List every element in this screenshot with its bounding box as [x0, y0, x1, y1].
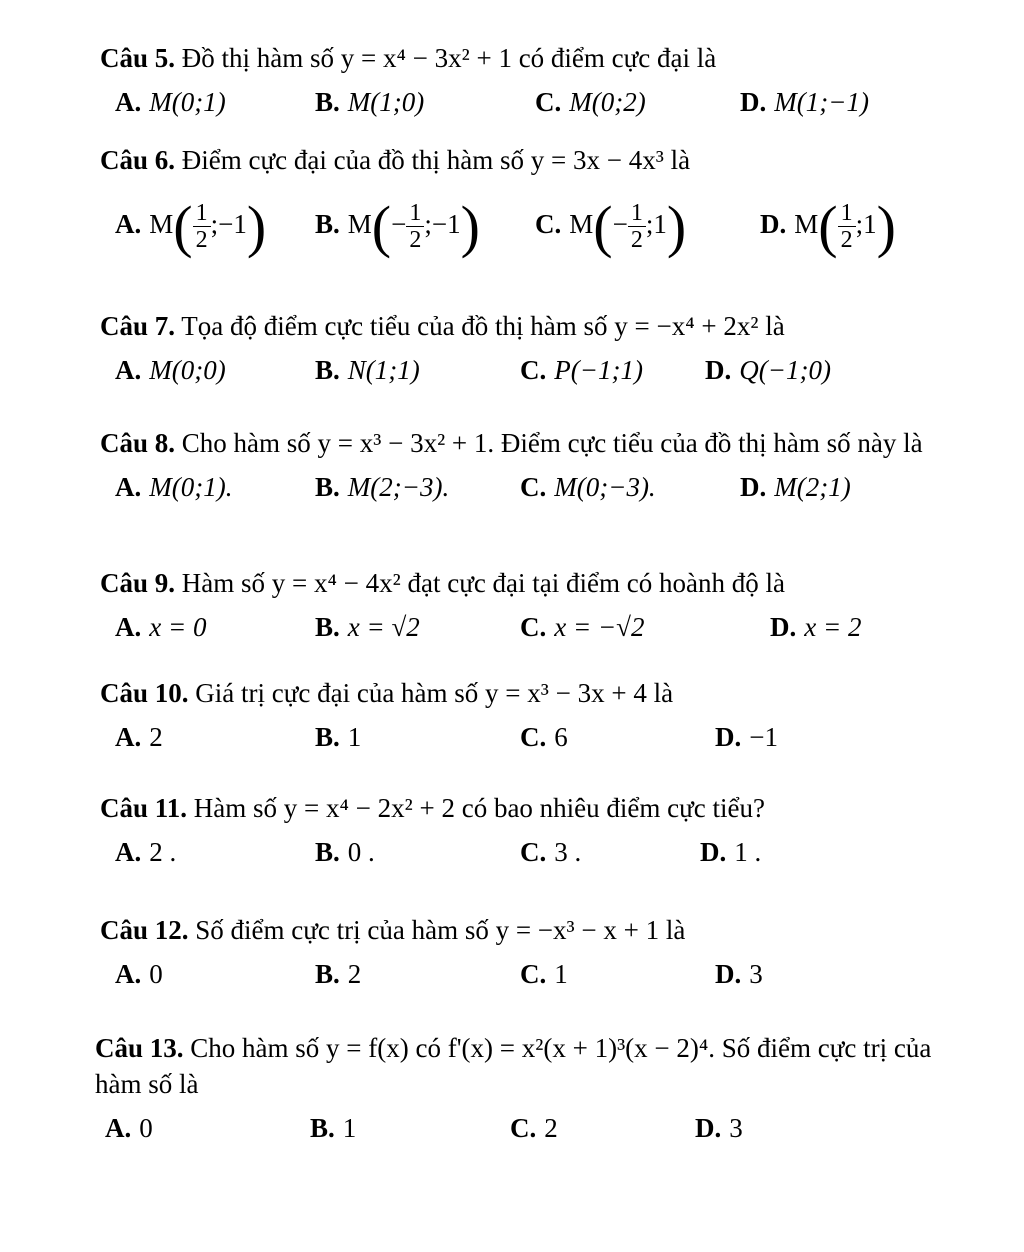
option-b[interactable]: B. 1: [310, 1113, 357, 1143]
fraction: $\frac{1}{2}$: [193, 200, 211, 253]
option-c[interactable]: C. M(0;−3).: [520, 472, 656, 502]
option-b[interactable]: B. N(1;1): [315, 355, 420, 385]
answer-options: [100, 182, 980, 266]
option-c[interactable]: C. 3 .: [520, 837, 582, 867]
option-d[interactable]: D. M( $\frac{1}{2}$ ;1): [760, 193, 896, 259]
option-c[interactable]: C. 2: [510, 1113, 558, 1143]
answer-options: [100, 80, 980, 124]
option-b[interactable]: B. M(2;−3).: [315, 472, 450, 502]
question-stem: Cho hàm số y = f(x) có f'(x) = x²(x + 1)³(x − 2)⁴. Số điểm cực trị của hàm số là: [95, 1033, 932, 1099]
option-c[interactable]: C. 1: [520, 959, 568, 989]
question-11: [100, 790, 980, 874]
answer-options: [95, 1106, 975, 1150]
option-c[interactable]: C. M(− $\frac{1}{2}$ ;1): [535, 193, 687, 259]
option-c[interactable]: C. M(0;2): [535, 87, 646, 117]
question-stem: Hàm số y = x⁴ − 4x² đạt cực đại tại điểm có hoành độ là: [181, 568, 785, 598]
option-a[interactable]: A. 0: [115, 959, 163, 989]
question-number: Câu 11.: [100, 793, 188, 823]
question-number: Câu 9.: [100, 568, 176, 598]
answer-options: [100, 348, 980, 392]
question-number: Câu 10.: [100, 678, 189, 708]
option-a[interactable]: A. M(0;1): [115, 87, 226, 117]
option-b[interactable]: B. 1: [315, 722, 362, 752]
option-c[interactable]: C. P(−1;1): [520, 355, 643, 385]
question-number: Câu 6.: [100, 145, 176, 175]
answer-options: [100, 715, 980, 759]
option-d[interactable]: D. 3: [715, 959, 763, 989]
option-d[interactable]: D. x = 2: [770, 612, 862, 642]
option-a[interactable]: A. M(0;0): [115, 355, 226, 385]
question-9: [100, 565, 980, 649]
question-7: [100, 308, 980, 392]
option-b[interactable]: B. M(1;0): [315, 87, 425, 117]
question-number: Câu 8.: [100, 428, 176, 458]
question-number: Câu 7.: [100, 311, 176, 341]
question-stem: Số điểm cực trị của hàm số y = −x³ − x + 1 là: [195, 915, 686, 945]
option-b[interactable]: B. x = √2: [315, 612, 420, 642]
option-a[interactable]: A. M(0;1).: [115, 472, 233, 502]
question-stem: Cho hàm số y = x³ − 3x² + 1. Điểm cực tiểu của đồ thị hàm số này là: [181, 428, 923, 458]
option-a[interactable]: A. 0: [105, 1113, 153, 1143]
option-a[interactable]: A. M( $\frac{1}{2}$ ;−1): [115, 193, 267, 259]
question-stem: Tọa độ điểm cực tiểu của đồ thị hàm số y = −x⁴ + 2x² là: [181, 311, 785, 341]
answer-options: [100, 952, 980, 996]
question-number: Câu 13.: [95, 1033, 184, 1063]
question-13: [95, 1030, 975, 1150]
option-a[interactable]: A. 2: [115, 722, 163, 752]
answer-options: [100, 605, 980, 649]
option-d[interactable]: D. M(2;1): [740, 472, 851, 502]
question-number: Câu 5.: [100, 43, 176, 73]
option-d[interactable]: D. M(1;−1): [740, 87, 869, 117]
question-12: [100, 912, 980, 996]
option-c[interactable]: C. x = −√2: [520, 612, 645, 642]
option-b[interactable]: B. 0 .: [315, 837, 375, 867]
question-6: [100, 142, 980, 266]
option-d[interactable]: D. −1: [715, 722, 778, 752]
option-a[interactable]: A. x = 0: [115, 612, 207, 642]
option-d[interactable]: D. 1 .: [700, 837, 762, 867]
option-d[interactable]: D. 3: [695, 1113, 743, 1143]
question-number: Câu 12.: [100, 915, 189, 945]
question-10: [100, 675, 980, 759]
question-stem: Giá trị cực đại của hàm số y = x³ − 3x + 4 là: [195, 678, 674, 708]
question-stem: Điểm cực đại của đồ thị hàm số y = 3x − 4x³ là: [181, 145, 691, 175]
option-a[interactable]: A. 2 .: [115, 837, 177, 867]
question-stem: Hàm số y = x⁴ − 2x² + 2 có bao nhiêu điểm cực tiểu?: [193, 793, 765, 823]
question-stem: Đồ thị hàm số y = x⁴ − 3x² + 1 có điểm cực đại là: [181, 43, 717, 73]
option-b[interactable]: B. 2: [315, 959, 362, 989]
option-c[interactable]: C. 6: [520, 722, 568, 752]
option-b[interactable]: B. M(− $\frac{1}{2}$ ;−1): [315, 193, 480, 259]
fraction: $\frac{1}{2}$: [628, 200, 646, 253]
answer-options: [100, 465, 980, 509]
option-d[interactable]: D. Q(−1;0): [705, 355, 831, 385]
question-5: [100, 40, 980, 124]
answer-options: [100, 830, 980, 874]
question-8: [100, 425, 980, 509]
fraction: $\frac{1}{2}$: [838, 200, 856, 253]
fraction: $\frac{1}{2}$: [406, 200, 424, 253]
